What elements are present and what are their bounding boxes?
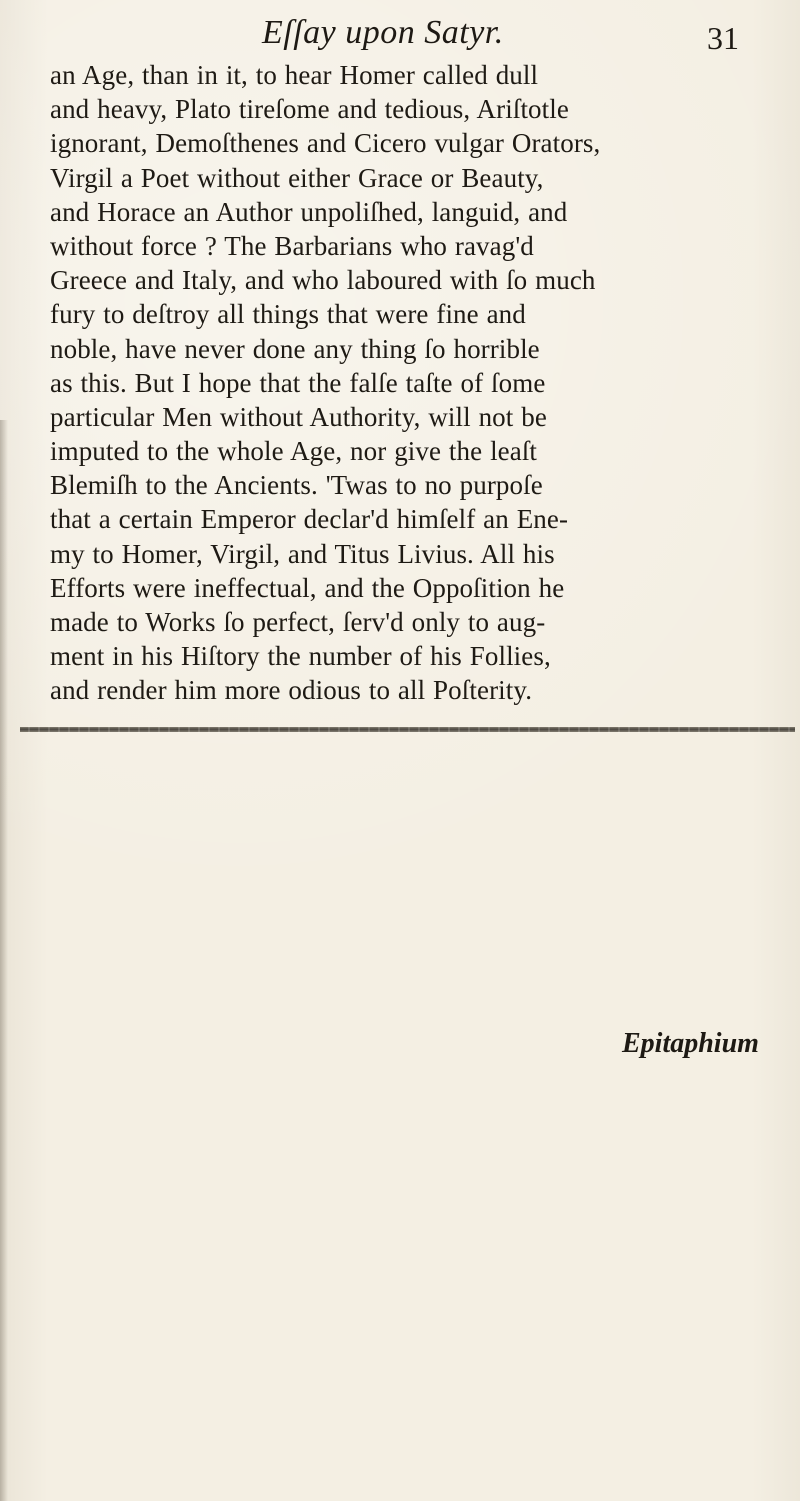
text-block: [50, 58, 760, 708]
running-head: Eſſay upon Satyr.: [262, 14, 504, 51]
page-number: 31: [707, 20, 739, 56]
text-line: Blemiſh to the Ancients. 'Twas to no purpoſe: [50, 470, 543, 501]
catchword: Epitaphium: [622, 1028, 759, 1059]
text-line: noble, have never done any thing ſo horrible: [50, 333, 540, 364]
text-line: and Horace an Author unpoliſhed, languid, and: [50, 196, 568, 227]
text-line: particular Men without Authority, will not be: [50, 401, 547, 432]
text-line: and render him more odious to all Poſterity.: [50, 675, 533, 706]
text-line: that a certain Emperor declar'd himſelf an Ene-: [50, 504, 569, 535]
text-line: Efforts were ineffectual, and the Oppoſition he: [50, 572, 565, 603]
text-line: my to Homer, Virgil, and Titus Livius. All his: [50, 538, 555, 569]
text-line: fury to deſtroy all things that were fine and: [50, 299, 526, 330]
text-line: ment in his Hiſtory the number of his Follies,: [50, 641, 551, 672]
page-edge-shadow: [0, 420, 8, 1501]
text-line: an Age, than in it, to hear Homer called dull: [50, 60, 539, 90]
text-line: as this. But I hope that the falſe taſte of ſome: [50, 367, 546, 398]
text-line: ignorant, Demoſthenes and Cicero vulgar Orators,: [50, 128, 601, 159]
text-line: imputed to the whole Age, nor give the leaſt: [50, 436, 538, 467]
text-line: made to Works ſo perfect, ſerv'd only to aug-: [50, 607, 546, 637]
text-line: without force ? The Barbarians who ravag'd: [50, 230, 534, 261]
text-line: and heavy, Plato tireſome and tedious, Ariſtotle: [50, 94, 569, 125]
ornamental-rule: [20, 727, 795, 732]
text-line: Greece and Italy, and who laboured with ſo much: [50, 265, 596, 296]
text-line: Virgil a Poet without either Grace or Beauty,: [50, 162, 544, 193]
